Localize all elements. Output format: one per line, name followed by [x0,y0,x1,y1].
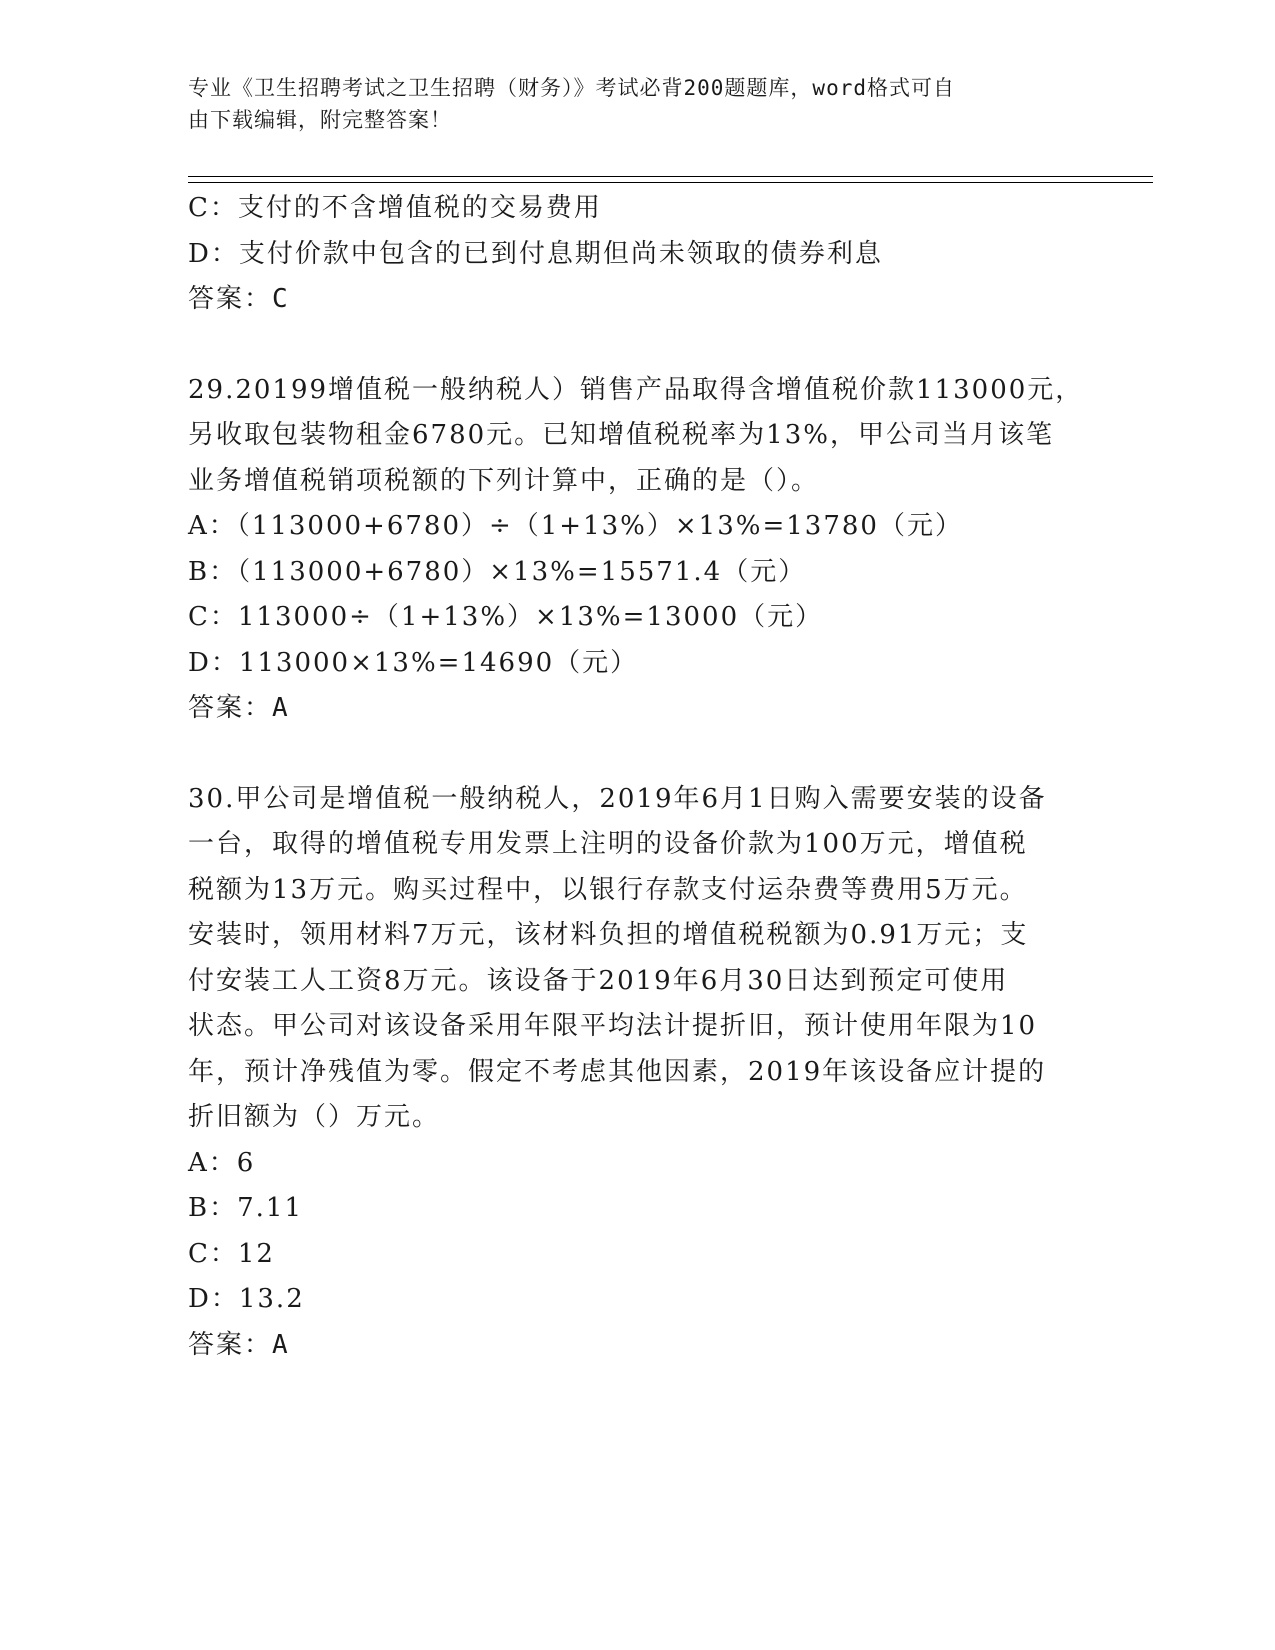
answer-line: 答案：A [188,1329,290,1360]
question-text-line: 另收取包装物租金6780元。已知增值税税率为13%，甲公司当月该笔 [188,420,1054,450]
question-text-line: 一台，取得的增值税专用发票上注明的设备价款为100万元，增值税 [188,829,1028,859]
question-30 [188,777,1088,1369]
header-divider-top [188,176,1153,177]
previous-question-tail [188,186,1088,323]
option-b: B：7.11 [188,1193,303,1223]
question-text-line: 折旧额为（）万元。 [188,1102,441,1132]
option-c: C：支付的不含增值税的交易费用 [188,193,602,223]
option-b: B：（113000+6780）×13%=15571.4（元） [188,556,807,587]
answer-line: 答案：A [188,693,290,723]
question-text-line: 状态。甲公司对该设备采用年限平均法计提折旧，预计使用年限为10 [188,1011,1038,1041]
header-divider-bottom [188,182,1153,183]
option-d: D：支付价款中包含的已到付息期但尚未领取的债券利息 [188,238,883,269]
option-d: D：113000×13%=14690（元） [188,647,639,678]
question-text-line: 付安装工人工资8万元。该设备于2019年6月30日达到预定可使用 [188,965,1009,996]
answer-line: 答案：C [188,284,290,314]
question-29 [188,368,1088,732]
option-a: A：6 [188,1147,256,1178]
option-d: D：13.2 [188,1284,305,1314]
header-line-2: 由下载编辑，附完整答案！ [188,108,452,132]
document-body [188,186,1088,1368]
header-line-1: 专业《卫生招聘考试之卫生招聘（财务）》考试必背200题题库，word格式可自 [188,76,955,100]
question-text-line: 安装时，领用材料7万元，该材料负担的增值税税额为0.91万元；支 [188,920,1029,950]
document-header [188,72,1068,136]
question-text-line: 30.甲公司是增值税一般纳税人，2019年6月1日购入需要安装的设备 [188,783,1047,814]
question-text-line: 年，预计净残值为零。假定不考虑其他因素，2019年该设备应计提的 [188,1056,1047,1087]
option-a: A：（113000+6780）÷（1+13%）×13%=13780（元） [188,511,963,541]
question-text-line: 29.20199增值税一般纳税人）销售产品取得含增值税价款113000元， [188,374,1084,405]
option-c: C：113000÷（1+13%）×13%=13000（元） [188,602,824,632]
question-text-line: 业务增值税销项税额的下列计算中，正确的是（）。 [188,465,820,496]
question-text-line: 税额为13万元。购买过程中，以银行存款支付运杂费等费用5万元。 [188,874,1028,905]
option-c: C：12 [188,1238,275,1269]
